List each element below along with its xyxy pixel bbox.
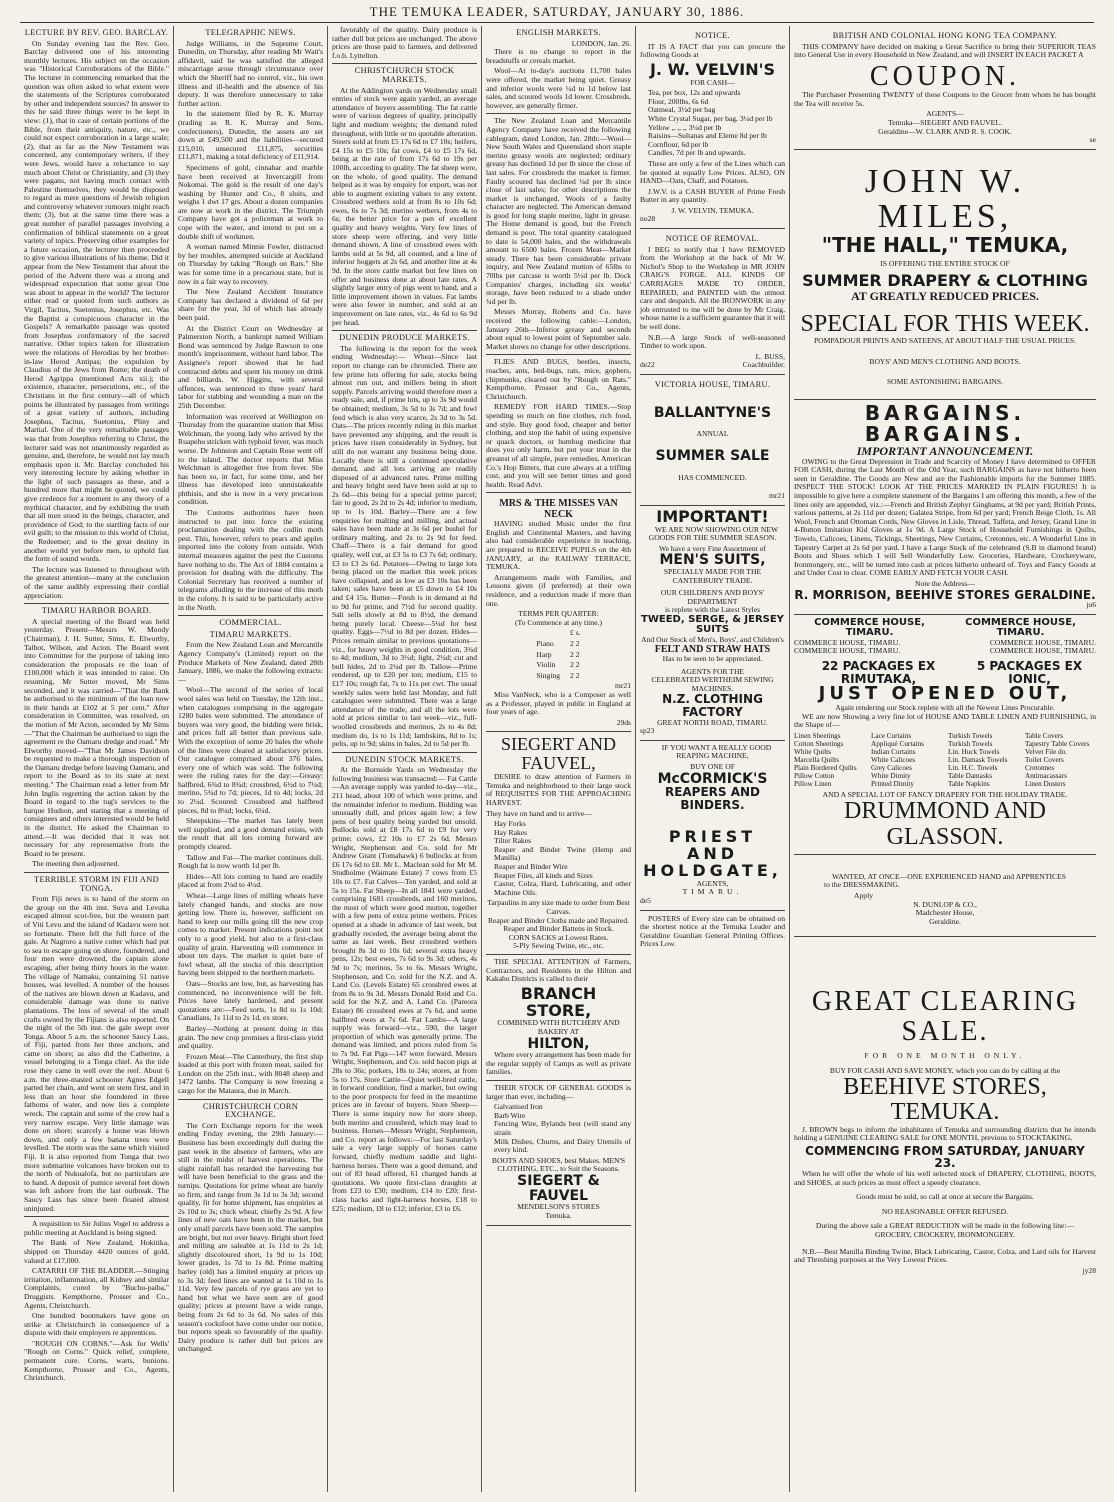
commerce-house-left: COMMERCE HOUSE, TIMARU. (814, 616, 925, 639)
telegraphic-para: Specimens of gold, cinnabar and marble have been received at Invercargill from Nokomai. The gold is the result of one day's washing by Hunter and Co., 8 sluits, and weighs 1 dwt 17 grs. About a dozen companies are now at work in the district. The Triumph Company have got a policeman at work to cope with the water, and intend to put on a double shift of workmen. (178, 162, 323, 241)
divider (486, 354, 631, 355)
packages-row (794, 660, 1096, 685)
boys-clothing-line: BOYS' AND MEN'S CLOTHING AND BOOTS. (869, 356, 1021, 366)
removal-trade: Coachbuilder. (742, 360, 785, 370)
siegert-footer: SIEGERT & FAUVEL (517, 1172, 600, 1204)
commerce-house-advert (794, 615, 1096, 855)
news-note: One hundred bootmakers have gone on strike at Christchurch in consequence of a dispute with their employers re apprentices. (24, 1311, 169, 1338)
morrison-advert (794, 400, 1096, 615)
commercial-para: Wool—The second of the series of local wool sales was held on Tuesday, the 12th inst., when catalogues comprising in the aggregate 1280 bales were submitted. The attendance of buyers was very good, the bidding were brisk, and prices full all better than previous sale. With the exception of some 20 bales the whole of the lines were cleared at satisfactory prices. Our catalogue comprised about 376 bales, every one of which was sold. The following were the ruling rates for the day:—Greasy: halfbred, 6¾d to 8¾d; crossbred, 6½d to 7¼d; merino, 5¾d to 7d; pieces, 1d to 4d; locks, 2d to 2¼d. Scoured: Crossbred and halfbred pieces, 8d to 8¼d; locks, 6¼d. (178, 685, 323, 815)
list-item: Raisins—Sultanas and Eleme 8d per lb (648, 131, 767, 141)
list-item: Milk Dishes, Churns, and Dairy Utensils of every kind. (494, 1136, 631, 1155)
fee-item: Singing (536, 670, 561, 680)
velvin-note: These are only a few of the Lines which can be quoted at equally Low Prices. ALSO, ON HAND—Oats, Chaff, and Potatoes. (640, 158, 785, 186)
van-neck-footnote: Miss VanNeck, who is a Composer as well as a Professor, played in public in England at four years of age. (486, 689, 631, 717)
fee-item: Harp (536, 649, 552, 659)
columns (20, 26, 1100, 1492)
column-5 (636, 26, 790, 1492)
agents-line: AGENTS, (696, 878, 729, 888)
fine-assortment: We have a very Fine Assortment of (659, 543, 766, 553)
linen-item: Pillow Linen (794, 779, 832, 788)
table-row (532, 640, 584, 649)
column-1 (20, 26, 174, 1492)
linen-item: Table Damasks (948, 771, 993, 780)
summer-drapery-heading: SUMMER DRAPERY & CLOTHING (802, 270, 1088, 290)
geraldine-line: Geraldine. (929, 916, 961, 926)
advert-code: mr21 (768, 491, 785, 501)
goods-sold-line: Goods must be sold, so call at once at secure the Bargains. (856, 1192, 1034, 1202)
divider (332, 63, 477, 64)
reduced-prices: AT GREATLY REDUCED PRICES. (851, 288, 1039, 303)
news-note: A requisition to Sir Julius Vogel to address a public meeting at Auckland is being signed. (24, 1219, 169, 1237)
linen-item: White Calicoes (871, 755, 916, 764)
posters-advert: POSTERS of Every size can be obtained on the shortest notice at the Temuka Leader and Geraldine Guardian General Printing Offices. Prices Low. (640, 913, 785, 949)
reaper-advert (640, 741, 785, 911)
twine-line: 5-Ply Sewing Twine, etc., etc. (513, 941, 604, 951)
corn-exchange-title: CHRISTCHURCH CORN EXCHANGE. (202, 1101, 299, 1120)
agent-geraldine: Geraldine—W. CLARK AND R. S. COOK. (878, 126, 1012, 136)
tarpaulins-line: Tarpaulins in any size made to order from Best Canvas. (487, 898, 630, 917)
coupon-body: The Purchaser Presenting TWENTY of these Coupons to the Grocer from whom he has bought the Tea will receive 5s. (794, 90, 1096, 108)
linen-item: Turkish Towels (948, 739, 993, 748)
linen-item: Lin. Huck Towels (948, 747, 1000, 756)
van-neck-body: HAVING studied Music under the first English and Continental Masters, and having also had considerable experience in teaching, are prepared to RECEIVE PUPILS on the 4th JANUARY, at the RAILWAY TERRACE, TEMUKA. (486, 519, 631, 572)
advert-code: ju6 (1086, 600, 1096, 610)
commerce-house-row (794, 647, 1096, 656)
currency-header: £ s. (570, 628, 581, 638)
removal-footer (640, 361, 785, 370)
removal-body: I BEG to notify that I have REMOVED from the Workshop at the back of Mr W. Nichol's Shop to the Workshop in MR JOHN CRAIG'S FORGE. ALL KINDS OF CARRIAGES MADE TO ORDER, REPAIRED, and PAINTED with the utmost care and despatch. All the IRONWORK in any job entrusted to me will be done by Mr Craig, whose name is a sufficient guarantee that it will be well done. (640, 244, 785, 332)
list-item: Castor, Colza, Hard, Lubricating, and other Machine Oils. (494, 879, 631, 897)
no-offer-line: NO REASONABLE OFFER REFUSED. (881, 1206, 1009, 1216)
advert-code: mr21 (614, 681, 631, 691)
linen-item: Linen Sheetings (794, 731, 841, 740)
siegert-title: SIEGERT AND FAUVEL, (500, 734, 617, 774)
list-item: White Crystal Sugar, per bag, 3¼d per lb (648, 113, 773, 123)
murray-cable: Messrs Murray, Roberts and Co. have received the following cable:—London, January 26th—Inferior greasy and seconds about equal to lowest point of September sale. Market shows no change for other descriptions. (486, 307, 631, 351)
divider (178, 1099, 323, 1100)
linen-item: Lin. H.C. Towels (948, 763, 998, 772)
list-item: Galvanised Iron (494, 1102, 543, 1112)
appreciated-line: Has to be seen to be appreciated. (662, 654, 763, 664)
divider (486, 492, 631, 493)
van-neck-advert (486, 496, 631, 732)
divider (486, 113, 631, 114)
linen-item: Toilet Covers (1025, 755, 1064, 764)
list-item: Barb Wire (494, 1110, 526, 1120)
harvest-list (486, 820, 631, 897)
siegert-intro: DESIRE to draw attention of Farmers in Temuka and neighborhood to their large stock of REQUISITES FOR THE APPROACHING HARVEST. (486, 772, 631, 807)
telegraphic-para: Information was received at Wellington on Thursday from the quarantine station that Miss Welchman, the young lady who arrived by the Ruapehu stricken with typhoid fever, was much worse. Dr Johnston and Captain Rose went off to the island. The doctor reports that Miss Welchman is altogether free from fever. She has been so, in fact, for some time, and her illness has developed into unmistakeable phthisis, and she is now in a very precarious condition. (178, 411, 323, 507)
dunedin-stock-body: At the Burnside Yards on Wednesday the following business was transacted:— Fat Cattle—An average supply was yarded to-day—viz., 211 head, about 100 of which were prime, and the remainder inferior to medium. Bidding was unusually dull, and prices again low; a few pens of best quality being yarded but unsold. Bullocks sold at £8 17s 6d to £9 for very prime; cows, £2 10s to £7 2s 6d. Messrs Wright, Stephenson and Co. sold for Mr Andrew Grant (Tomahawk) 6 bullocks at from £6 17s 6d to £8. Mr L. Maclean sold for Mr M. Studholme (Waimate Estate) 7 cows from £5 10s to £7. Fat Calves—Ten yarded, and sold at 5s to 15s. Fat Sheep—In all 1841 were yarded, comprising 1681 crossbreds, and 160 merinos, the most of which were good mutton, together with a few pens of extra prime wethers. Prices opened at a shade in advance of last week, but gradually receded, the average being about the same as last week. Best crossbred wethers brought 8s 3d to 10s 6d; several extra heavy pens, 12s; best ewes, 7s 6d to 9s 3d; others, 4s 9d to 7s; merinos, 5s to 6s. Messrs Wright, Stephenson, and Co. sold for the N.Z. and A. Land Co. (Levels Estate) 65 crossbred ewes at from 8s to 9s 3d. Messrs Donald Reid and Co. sold for the N.Z. and A. Land Co. (Pareora Estate) 86 crossbred ewes at 7s 6d, and some halfbred ewes at 7s 6d. Fat Lambs—A large supply was forward—viz., 590, the larger proportion of which was generally prime. The demand was limited, and prices ruled from 5s to 7s 9d. Fat Pigs—147 were forward. Messrs Wright, Stephenson, and Co. sold bacon pigs at 28s to 36s; porkers, 18s to 24s; stores, at from 5s to 17s. Store Cattle—Quiet well-bred cattle, in forward condition, find a market, but owing to the poor prospects for feed in the meantime prices are in favour of buyers. Store Sheep—There is some inquiry now for store sheep, both merino and crossbred, which may lead to business. Horses—Messrs Wright, Stephenson, and Co. report as follows:—For last Saturday's sale a very large supply of horses came forward, chiefly medium saddle and light-harness horses. There was a good demand, and out of 83 head offered, 61 changed hands at quotations. We quote first-class draughts at from £23 to £30; medium, £14 to £20; first-class hacks and light-harness horses, £18 to £25; medium, £8 to £12; inferior, £3 to £6. (332, 765, 477, 1213)
wertheim-line: CELEBRATED WERTHEIM SEWING MACHINES. (651, 675, 774, 693)
hilton-heading: HILTON, (527, 1035, 590, 1052)
news-note: The Bank of New Zealand, Hokitika, shipped on Thursday 4420 ounces of gold, valued at £17,000. (24, 1238, 169, 1265)
divider (486, 954, 631, 955)
timaru-line: TIMARU. (682, 887, 743, 897)
rimutaka-heading: 22 PACKAGES EX RIMUTAKA, (821, 658, 936, 686)
van-neck-title: MRS & THE MISSES VAN NECK (499, 498, 618, 520)
siegert-lead: They have on hand and to arrive— (486, 808, 592, 818)
advert-code: se (1089, 135, 1096, 145)
linen-item: Linen Dusters (1025, 779, 1066, 788)
linen-item: Grey Calicoes (871, 763, 912, 772)
new-goods-line: WE ARE NOW SHOWING OUR NEW GOODS FOR THE SUMMER SEASON. (648, 524, 779, 543)
linen-item: Cretonnes (1025, 763, 1055, 772)
notice-title: NOTICE. (695, 31, 730, 40)
important-announcement: IMPORTANT ANNOUNCEMENT. (856, 444, 1034, 459)
clothing-factory-advert (640, 506, 785, 741)
important-heading: IMPORTANT! (656, 506, 769, 526)
commerce-house-left: COMMERCE HOUSE, TIMARU. (794, 646, 901, 656)
telegraphic-para: At the District Court on Wednesday at Palmerston North, a bankrupt named William Bond was sentenced by Judge Rawson to one month's imprisonment, without hard labor. The Assignee's report showed that he had contracted debts and spent his money on drink and billiards. W. Higgins, with several offences, was sentenced to three years' hard labor for stabbing and wounding a man on the 25th December. (178, 323, 323, 410)
ballantyne-advert (640, 375, 785, 506)
agents-for: AGENTS FOR THE (680, 666, 745, 676)
table-row (532, 661, 584, 670)
telegraphic-para: Judge Williams, in the Supreme Court, Dunedin, on Thursday, after reading Mr Watt's affidavit, said he was satisfied the alleged miscarriage arose through circumstance over which the Sheriff had no control, viz., his own illness and ill-health and the absence of his deputy. It was therefore unnecessary to take further action. (178, 38, 323, 108)
removal-nb: N.B.—A large Stock of well-seasoned Timber to work upon. (640, 332, 785, 351)
has-commenced: HAS COMMENCED. (678, 472, 747, 482)
commercial-para: Barley—Nothing at present doing in this grain. The new crop promises a first-class yield and quality. (178, 1023, 323, 1051)
divider (24, 603, 169, 604)
list-item: Cornflour, 6d per lb (648, 139, 709, 149)
divider (332, 330, 477, 331)
english-para: Wool—At to-day's auctions 11,700 bales were offered, the market being quiet. Greasy and inferior wools were ¼d to 1d below last sales, and scoured wools 1d lower. Crossbreds, however, are generally firmer. (486, 66, 631, 110)
childrens-dept: OUR CHILDREN'S AND BOYS' DEPARTMENT (660, 588, 765, 606)
list-item: Oatmeal, 3½d per bag (648, 105, 716, 115)
flies-advert: FLIES AND BUGS, beetles, insects, roaches, ants, bed-bugs, rats, mice, gophers, chipmunks, cleared out by "Rough on Rats." Kempthorne, Prosser and Co., Agents, Christchurch. (486, 357, 631, 401)
morrison-name: R. MORRISON, BEEHIVE STORES GERALDINE. (794, 587, 1096, 602)
velvin-intro: IT IS A FACT that you can procure the following Goods at (640, 41, 785, 60)
stock-line: And Our Stock of Men's, Boys', and Children's (641, 634, 784, 644)
divider (486, 1080, 631, 1081)
branch-sub: COMBINED WITH BUTCHERY AND BAKERY AT (497, 1018, 620, 1036)
storm-body: From Fiji news is to hand of the storm on the group on the 4th inst. Suva and Levuka escaped almost scot-free, but the western part of Viti Levu and the island of Kadavu were not so fortunate. There fell the full force of the gale. At Nagroro a native cutter which had put to sea to escape going on shore, foundered, and four men were drowned, the captain alone escaping, after being thirty hours in the water. The village of Namaku, containing 51 native houses, was levelled. A number of the houses of the natives are blown down at Kadavu, and considerable damage was done to native plantations. The loss of several of the small crafts owned by the Fijians is also reported. On the night of the 5th inst. the gale swept over Tonga. About 5 a.m. the schooner Saucy Lass, of Fiji, parted from her three anchors, and came on shore; as also did the Catherine, a vessel belonging to a Tonga chief. As the tide rose they came in well over the reef. About 6 a.m. the three-masted schooner Agnes Edgell parted her chain, and went on stern first, and in less than an hour she foundered in three fathoms of water, and now lies a complete wreck. The captain and some of the crew had a very narrow escape. Very little damage was done on shore; scarcely a house was blown down, and only a few banana trees were levelled. The storm was the same which visited Fiji. It is also reported from Tonga that two more submarine volcanoes have broken out to the north of Nukualofa, but no particulars are to hand. A deposit of pumice several feet down was left ashore from the last outbreak. The Saucy Lass has since been floated almost uninjured. (24, 894, 169, 1213)
fee-amount: 2 2 (570, 670, 580, 680)
victoria-house: VICTORIA HOUSE, TIMARU. (654, 379, 771, 389)
news-note: CATARRH OF THE BLADDER.—Stinging irritation, inflammation, all Kidney and similar Complaints, cured by "Buchu-paiba," Druggists. Kempthorne, Prosser and Co., Agents, Christchurch. (24, 1266, 169, 1310)
linen-item: Pillow Cotton (794, 771, 835, 780)
advert-code: de22 (640, 360, 655, 370)
commercial-para: Hides—All lots coming to hand are readily placed at from 2¼d to 4¼d. (178, 871, 323, 890)
made-for-line: SPECIALLY MADE FOR THE CANTERBURY TRADE. (663, 567, 762, 585)
divider (24, 872, 169, 873)
divider (332, 752, 477, 753)
the-hall-heading: "THE HALL," TEMUKA, (821, 233, 1069, 258)
fee-amount: 2 2 (570, 660, 580, 670)
commerce-house-right: COMMERCE HOUSE, TIMARU. (965, 616, 1076, 639)
advert-code: no28 (640, 214, 656, 224)
velvin-name: J. W. VELVIN'S (649, 59, 776, 79)
linen-item: Plain Bordered Quilts (794, 763, 857, 772)
commerce-house-left: COMMERCE HOUSE, TIMARU. (794, 637, 901, 647)
astonishing-line: SOME ASTONISHING BARGAINS. (886, 377, 1004, 387)
miles-advert (794, 150, 1096, 400)
commercial-para: Wheat—Large lines of milling wheats have lately changed hands, and stocks are now getting low. There is, however, sufficient on hand to keep our mills going till the new crop comes to market. Present indications point not only to a good yield, but also to a first-class quality of grain. Harvesting will commence in about ten days. The market is quiet bare of fowl wheat, all the stocks of this description having been shipped to the northern markets. (178, 891, 323, 978)
madchester-line: Madchester House, (915, 908, 975, 918)
dunedin-produce-title: DUNEDIN PRODUCE MARKETS. (339, 333, 470, 343)
cloths-line: Reaper and Binder Cloths made and Repaired. (487, 915, 630, 925)
commerce-house-right: COMMERCE HOUSE, TIMARU. (989, 637, 1096, 647)
advert-code: jy28 (1082, 1265, 1096, 1275)
linen-item: Cotton Sheetings (794, 739, 844, 748)
advert-code: 29ds (616, 717, 631, 727)
siegert-footer-sub: MENDELSON'S STORES (517, 1202, 600, 1212)
nz-clothing-heading: N.Z. CLOTHING FACTORY (662, 692, 763, 720)
list-item: Fencing Wire, Bylands best (will stand any strain (494, 1119, 631, 1137)
mens-suits-heading: MEN'S SUITS, (659, 552, 766, 569)
north-road-line: GREAT NORTH ROAD, TIMARU. (657, 717, 768, 727)
harbour-body: A special meeting of the Board was held yesterday. Present—Messrs W. Moody (Chairman), J. H. Sutter, Sims, E. Elworthy, Talbot, Wilson, and Acton. The Board went into Committee for the purpose of taking into consideration the proposals re the loan of £100,000 which it was intended to raise. On resuming, Mr Sutter moved, Mr Sims seconded, and it was carried—"That the Bank be authorised to the minimum of the loan now in their hands at £102 at 5 per cent." After consideration in Committee, was resolved, on the motion of Mr Acton, seconded by Mr Sims—"That the Chairman be authorised to sign the agreement re the Oamaru dredge and road." Mr Elworthy moved—"That Mr James Davidson be requested to make a thorough inspection of the Oamaru dredge before leaving Oamaru, and report to the Board as to its state at next meeting." The Chairman read a letter from Mr John Inglis regretting the action taken by the Board in regard to the tug's services to the barque Hudson, and stating that a meeting of consignees and others interested would be held in the district. He asked the Chairman to attend.—It was decided that it was not necessary for any representative from the Board to be present. (24, 616, 169, 858)
telegraphic-title: TELEGRAPHIC NEWS. (205, 28, 296, 37)
branch-store-heading: BRANCH STORE, (520, 983, 597, 1020)
storm-title: TERRIBLE STORM IN FIJI AND TONGA. (34, 875, 159, 893)
dunedin-stock-title: DUNEDIN STOCK MARKETS. (345, 754, 464, 764)
priest-holdgate-heading: PRIEST AND HOLDGATE, (643, 827, 782, 881)
removal-title: NOTICE OF REMOVAL. (665, 234, 760, 244)
telegraphic-para: A woman named Minnie Fowler, distracted by her troubles, attempted suicide at Auckland on Thursday by taking "Rough on Rats." She was for some time in a precarious state, but is now in a fair way to recovery. (178, 242, 323, 286)
dunlop-advert (794, 855, 1096, 938)
stock-intro: THEIR STOCK OF GENERAL GOODS is larger than ever, including— (486, 1083, 631, 1101)
commerce-house-right: COMMERCE HOUSE, TIMARU. (989, 646, 1096, 656)
coupon-advert (794, 26, 1096, 150)
harbour-body-2: The meeting then adjourned. (32, 859, 120, 869)
telegraphic-para: In the statement filed by R. K. Murray (trading as R. K. Murray and Sons, confectioners), Dunedin, the assets are set down at £49,500 and the liabilities—secured £15,010, unsecured £11,875, securities £11,871, making a total deficiency of £11,914. (178, 109, 323, 162)
list-item: Hay Rakes (494, 827, 528, 837)
telegraphic-para: The Customs authorities have been instructed to put into force the existing proclamation dealing with the codlin moth pest. This, however, refers to pears and apples imported into the colony from outside. With internal measures against the pest the Customs have nothing to do. The Act of 1884 contains a provision for dealing with the difficulty. The Colonial Secretary has received a number of telegrams alluding to the increase of this moth in the colony. It is said to be particularly active in the North. (178, 508, 323, 612)
boots-line: BOOTS AND SHOES, best Makes. MEN'S CLOTHING, ETC., to Suit the Seasons. (491, 1155, 626, 1174)
list-item: Flour, 200lbs, 6s 6d (648, 96, 709, 106)
list-item: Reaper and Binder Wire (494, 862, 568, 872)
showing-line: WE are now Showing a very fine lot of HOUSE AND TABLE LINEN AND FURNISHING, in the Shape of— (794, 711, 1096, 730)
branch-intro: THE SPECIAL ATTENTION of Farmers, Contractors, and Residents in the Hilton and Kakahu Districts is called to their (486, 957, 631, 984)
commerce-house-row (794, 618, 1096, 639)
dunlop-name: N. DUNLOP & CO., (913, 899, 977, 909)
mccormick-heading: McCORMICK'S (657, 770, 768, 787)
when-he-line: When he will offer the whole of his well selected stock of DRAPERY, CLOTHING, BOOTS, and SHOES, at such prices as must effect a speedy clearance. (794, 1169, 1096, 1187)
one-month-line: FOR ONE MONTH ONLY. (864, 1051, 1026, 1061)
grocery-line: GROCERY, CROCKERY, IRONMONGERY. (875, 1230, 1015, 1240)
tweed-heading: TWEED, SERGE, & JERSEY SUITS (641, 613, 784, 636)
summer-sale-heading: SUMMER SALE (655, 447, 770, 464)
commencing-heading: COMMENCING FROM SATURDAY, JANUARY 23. (805, 1143, 1085, 1171)
note-address: Note the Address— (915, 578, 975, 588)
linen-item: Lin. Damask Towels (948, 755, 1008, 764)
miles-name: JOHN W. MILES, (864, 162, 1026, 236)
linen-item: White Dimity (871, 771, 911, 780)
velvin-for-cash: FOR CASH— (690, 77, 735, 87)
annual-label: ANNUAL (696, 429, 729, 439)
felt-hats-heading: FELT AND STRAW HATS (654, 643, 771, 655)
commercial-para: Tallow and Fat—The market continues dull. Rough fat is now worth 1d per lb. (178, 852, 323, 871)
beehive-advert (794, 937, 1096, 1275)
column-4 (482, 26, 636, 1492)
linen-item: Antimacassars (1025, 771, 1067, 780)
corn-exchange-body: The Corn Exchange reports for the week ending Friday evening, the 29th January:— Business has been exceedingly dull during the past week in the absence of farmers, who are still in the midst of harvest operations. The slight rainfall has retarded the harvesting but will have been beneficial to the grass and the turnips. Quotations for prime wheat are barely so firm, and range from 3s 1d to 3s 3d; second quality, fit for home shipment, has enquiries at 2s 10d to 3s; chick wheat, chiefly 2s 9d. A few lines of new oats have been in the market, but only small parcels have been sold. The samples are bright, but not over heavy. Bright short feed and milling are saleable at 1s 11d to 2s 1d; slightly discoloured short, 1s 9d to 1s 10d; lower grades, 1s 7d to 1s 8d. Prime malting barley (old) has a limited enquiry at prices up to 3s 3d; feed lines are wanted at 1s 10d to 1s 11d. Very few parcels of rye grass are yet to hand but what we have seen are of good quality; prices at present have a wide range, being from 2s 6d to 3s 6d. No sales of this season's cocksfoot have come under our notice, but reports speak so favourably of the quality. Dairy produce is rather dull but prices are unchanged. (178, 1120, 323, 1354)
english-para: There is no change to report in the breadstuffs or cereals market. (486, 47, 631, 65)
coupon-intro: THIS COMPANY have decided on making a Great Sacrifice to bring their SUPERIOR TEAS into General Use in every Household in New Zealand, and will INSERT IN EACH PACKET A (794, 41, 1096, 60)
beehive-heading: BEEHIVE STORES, TEMUKA. (843, 1074, 1047, 1126)
list-item: Reaper and Binder Twine (Hemp and Manilla) (494, 844, 631, 863)
fees-table (530, 627, 586, 682)
branch-body: Where every arrangement has been made for the regular supply of Camps as well as private families. (486, 1050, 631, 1077)
column-3 (328, 26, 482, 1492)
table-row (532, 629, 584, 638)
lecture-title: LECTURE BY REV. GEO. BARCLAY. (24, 28, 169, 37)
fee-item: Violin (536, 660, 556, 670)
agents-label: AGENTS— (926, 109, 964, 119)
english-dateline: LONDON, Jan. 26. (571, 38, 631, 48)
buy-one-line: BUY ONE OF (690, 762, 735, 771)
linen-item: Table Napkins (948, 779, 990, 788)
linen-item: Marcella Quilts (794, 755, 839, 764)
again-line: Again rendering our Stock replete with all the Newest Lines Procurable. (835, 703, 1055, 713)
velvin-buyer: J.W.V. is a CASH BUYER of Prime Fresh Butter in any quantity. (640, 186, 785, 205)
chch-stock-body: At the Addington yards on Wednesday small entries of stock were again yarded, an average attendance of buyers assembling. The fat cattle were of various degrees of quality, principally light and medium weights; the demand ruled throughout, with little or no quotable alteration. Steers sold at from £5 17s 6d to £7 10s; heifers, £4 15s to £5 10s; fat cows, £4 to £5 17s 6d, being at the rate of from 17s 6d to 19s per 100lb, according to quality. The fat sheep were, on the whole, of good quality. The demand helped as it was by enquiry for export, was not able to augment existing values to any extent. Crossbred wethers sold at from 8s to 10s 6d; ewes, 6s to 7s 3d; merino wethers, from 4s to 6s; the better price for a pen of excellent quality and heavy weights. Very few lines of store sheep were offering, and very little demand shown. A line of crossbred ewes with lambs sold at 5s 9d, all counted, and a line of inferior hoggets at 2s 6d, and another line at 4s 9d. In the store cattle market but few lines on offer and business done at about late rates. A slightly larger entry of pigs went to hand, and a little improvement shown in values. Fat lambs were also fewer in number, and sold at an improvement on late rates, viz., 4s 6d to 6s 9d per head. (332, 85, 477, 327)
fee-amount: 2 2 (570, 639, 580, 648)
van-neck-body-2: Arrangements made with Families, and Lessons given (if preferred) at their own residence, and a reduction made if more than one. (486, 572, 631, 608)
velvin-list (640, 89, 785, 158)
linen-item: Lace Curtains (871, 731, 912, 740)
coupon-heading: COUPON. (869, 60, 1021, 92)
agent-temuka: Temuka—SIEGERT AND FAUVEL. (888, 117, 1002, 127)
brown-body: J. BROWN begs to inform the inhabitants of Temuka and surrounding districts that he intends holding a GENUINE CLEARING SALE for ONE MONTH, previous to STOCKTAKING, (794, 1124, 1096, 1143)
commercial-title: COMMERCIAL. (219, 618, 282, 628)
list-item: Hay Forks (494, 819, 526, 829)
column-6 (790, 26, 1100, 1492)
corn-sacks-line: CORN SACKS at Lowest Rates. (508, 932, 609, 942)
linen-item: Indian Curtains (871, 747, 916, 756)
commercial-para: Sheepskins—The market has lately been well supplied, and a good demand exists, with the result that all lots coming forward are promptly cleared. (178, 816, 323, 852)
linen-grid (794, 732, 1096, 788)
buy-cash-line: BUY FOR CASH AND SAVE MONEY, which you can do by calling at the (829, 1065, 1061, 1075)
list-item: Yellow ,, ,, ,, 3¼d per lb (648, 122, 722, 132)
reaping-intro: IF YOU WANT A REALLY GOOD REAPING MACHINE, (661, 742, 772, 761)
hard-times-advert: REMEDY FOR HARD TIMES.—Stop spending so much on fine clothes, rich food, and style. Buy good food, cheaper and better clothing, and stop the habit of using expensive or quack doctors, or humbug medicine that does you only harm, but put your trust in the greatest of all simple, pure remedies, American Co.'s Hop Bitters, that cure always at a trifling cost, and you will see better times and good health. Read Advt. (486, 402, 631, 489)
removal-signature: L. BUSS, (755, 351, 785, 361)
linen-item: Tapestry Table Covers (1025, 739, 1090, 748)
terms-heading: TERMS PER QUARTER: (518, 609, 599, 619)
list-item: Reaper Files, all kinds and Sizes (494, 870, 593, 880)
nb-line: N.B.—Best Manilla Binding Twine, Black Lubricating, Castor, Colza, and Lard oils for Harvest and Threshing purposes at the Very Lowest Prices. (794, 1246, 1096, 1265)
special-lot-line: AND A SPECIAL LOT OF FANCY DRAPERY FOR THE HOLIDAY TRADE. (822, 789, 1068, 799)
stock-list (486, 1103, 631, 1155)
continued-text: favorably of the quality. Dairy produce is rather dull but prices are unchanged. The above prices are those paid to farmers, and delivered f.o.b. Lyttelton. (332, 26, 477, 60)
lecture-body-2: The lecture was listened to throughout with the greatest attention—many at the conclusion of the same audibly expressing their cordial appreciation. (24, 564, 169, 600)
replete-line: is replete with the Latest Styles (664, 605, 761, 615)
drummond-glasson-heading: DRUMMOND AND GLASSON. (843, 798, 1047, 850)
battens-line: Reaper and Binder Battens in Stock. (503, 924, 614, 934)
tea-company-header: BRITISH AND COLONIAL HONG KONG TEA COMPANY. (832, 31, 1058, 40)
news-note: "ROUGH ON CORNS."—Ask for Wells' "Rough on Corns." Quick relief, complete, permanent cure. Corns, warts, bunions. Kempthorne, Prosser and Co., Agents, Christchurch. (24, 1338, 169, 1383)
velvin-signature: J. W. VELVIN, TEMUKA. (671, 205, 754, 215)
during-line: During the above sale a GREAT REDUCTION will be made in the following line:— (815, 1221, 1075, 1231)
wanted-line: WANTED, AT ONCE—ONE EXPERIENCED HAND and APPRENTICES to the DRESSMAKING. (824, 871, 1066, 890)
table-row (532, 651, 584, 660)
column-2 (174, 26, 328, 1492)
linen-item: Printed Dimity (871, 779, 914, 788)
chch-stock-title: CHRISTCHURCH STOCK MARKETS. (354, 66, 455, 84)
apply-line: Apply (854, 890, 873, 900)
nz-loan-cable: The New Zealand Loan and Mercantile Agency Company have received the following cablegram, dated London, Jan. 28th:—Wool—New South Wales and Queensland short staple merino greasy wools are neglected; ordinary greasy has declined 1d per lb since the close of last sales. For crossbreds the market is firmer. Faulty scoured has declined ¼d per lb since close of last sales; for other descriptions the market is unchanged. Wools of a faulty character are neglected. The American demand is good for long staple merino, light in grease. The Home demand is good, but the French demand is poor. The total quantity catalogued to date is 54,000 bales, and the withdrawals amount to 6500 bales. Frozen Meat—Market steady. There has been considerable private inquiry, and New Zealand mutton of 65lbs to 70lbs per carcase is worth 5½d per lb. Dock Companies' charges, including six weeks' storage, have been reduced to a shade under ¾d per lb. (486, 116, 631, 306)
lecture-body: On Sunday evening last the Rev. Geo. Barclay delivered one of his interesting monthly lectures. His subject on the occasion was "Historical Corroborations of the Bible." The lecturer in commencing remarked that the question was often asked to what extent were the statements of the Scriptures corroborated by other and independent sources? In answer to this he said three things were to be kept in view: (1), that in case of certain portions of the Bible, from their antiquity, nature, etc., we could not expect corroboration in a large scale; (2), that as far as the New Testament was concerned, any contemporary writers, if they were Jews, would have a reluctance to say much about Christ or Christianity, and (3) they were pagans, not having much contact with Palestine themselves, they would be disposed to regard as mere questions of Jewish religion and controversy whatever rumours might reach them; (3), but at the same time there was a great number of parallel passages involving a confirmation of biblical statements on a great variety of topics. Preserving other examples for a future occasion, the lecturer then proceeded to give various illustrations of his theme. Did it appear from the New Testament that about the period of the Advent there was a strong and widespread expectation that some great One was about to appear in the world? The lecturer either read or quoted from such authors as Virgil, Tacitus, Suetonius, Josephus, etc. Was the Baptist a conspicuous character in the Gospels? A remarkable passage was quoted from Josephus confirmatory of the sacred narrative. Other topics taken for illustration were the relations of Herodias by her brother-in-law Herod Antipas; the expulsion by Claudius of the Jews from Rome; the death of Herod Agrippa (mentioned Acts xii.); the existence, character, persecutions, etc., of the Christians in the first century—all of which points he illustrated by passages from writings of a great variety of authors, including Josephus, Tacitus, Suetonius, Pliny and Martial. One of the very remarkable passages was that from Josephus referring to Christ, the lecturer said was not unanimously regarded as genuine, and, therefore, he would not lay much emphasis upon it. Mr. Barclay concluded his very interesting lecture by asking whether in the light of such passages as these, and a hundred more that might be quoted, we could give credence for a moment to any theory of a mythical character, and by exhibiting the truth that all men stood in the beings, character, and providence of God; to the startling facts of our evil guilt; to the mission to this world of Christ, the Redeemer; and to the great destiny in another world yet before men, to uphold fast the form of sound words. (24, 38, 169, 564)
terms-sub: (To Commence at any time.) (515, 617, 602, 627)
advert-code: de5 (640, 896, 651, 906)
list-item: Tilter Rakes (494, 836, 532, 846)
commercial-para: Frozen Meat—The Canterbury, the first ship loaded at this port with frozen meat, sailed for London on the 25th inst., with 8048 sheep and 1472 lambs. The Company is now freezing a cargo for the Mataura, due in March. (178, 1051, 323, 1096)
offering-line: IS OFFERING THE ENTIRE STOCK OF (880, 259, 1010, 269)
divider (178, 615, 323, 616)
masthead: THE TEMUKA LEADER, SATURDAY, JANUARY 30, 1886. (20, 4, 1094, 23)
commercial-para: Oats—Stocks are low, but, as harvesting has commenced, no inconvenience will be felt. Prices have lately hardened, and present quotations are:—Feed sorts, 1s 8d to 1s 10d; Canadians, 1s 11d to 2s 1d, ex store. (178, 978, 323, 1023)
siegert-footer-town: Temuka. (545, 1210, 572, 1220)
morrison-body: OWING to the Great Depression in Trade and Scarcity of Money I have determined to OFFER FOR CASH, during the Last Month of the Old Year, such BARGAINS as have not hitherto been seen in Geraldine. The Goods are New and are the Fashionable imports for the Summer 1885. INSPECT THE STOCK! LOOK AT THE PRICES MARKED IN PLAIN FIGURES! It is impossible to give here a complete statement of the Bargains I am offering this month, a few of the lines only are appended, viz.:—French and British Zephyr Ginghams, at 9d per yard; British Prints, various patterns, at 2s 11d per dozen; Galatea Stripe, from 6d per yard; French Beige Cloth, 1s. All Wool, French and Ottoman Cords, New Gloves in Lisle, Thread, Taffeta, and Jersey, Grand Line in 4-Button Imitation Kid Gloves at 1s 9d. A Large Stock of Household Furnishings in Quilts, Towels, Calicoes, Linens, Tickings, Sheetings, New Curtains, Cretonnes, etc. A Wonderful Line in Tapestry Carpet at 2s 6d per yard. I have a Large Stock of the celebrated (S.B in diamond brand) Boots and Shoes which I will Sell Wonderfully Low. Groceries, Hardware, Crockeryware, Ironmongery, etc., will be turned into cash at prices hitherto unheard of. Toys and Fancy Goods at and Under Cost to clear. COME EARLY AND FETCH YOUR CASH. (794, 456, 1097, 578)
just-opened-heading: JUST OPENED OUT, (818, 683, 1072, 705)
fee-item: Piano (536, 639, 554, 648)
ballantyne-name: BALLANTYNE'S (653, 404, 772, 421)
fee-amount: 2 2 (570, 649, 580, 659)
siegert-fauvel-advert (486, 732, 631, 1225)
harbour-title: TIMARU HARBOR BOARD. (41, 606, 152, 616)
velvin-advert (640, 26, 785, 229)
reapers-heading: REAPERS AND BINDERS. (664, 785, 761, 812)
linen-item: Table Covers (1025, 731, 1064, 740)
linen-item: Turkish Towels (948, 731, 993, 740)
table-row (532, 672, 584, 681)
divider (24, 1216, 169, 1217)
removal-advert (640, 229, 785, 375)
bargains-heading: BARGAINS. BARGAINS. (864, 401, 1026, 447)
linen-item: Velvet File do. (1025, 747, 1068, 756)
dunedin-produce-body: The following is the report for the week ending Wednesday:— Wheat—Since last report no change can be chronicled. There are few prime lots offering for sale, stocks being almost run out, and millers being in short supply. Parcels arriving would therefore meet a ready sale, and, if prime lots, up to 3s 9d would be obtained; medium, 3s 5d to 3s 7d; and fowl feed which is also very scarce, 2s 3d to 3s 5d. Oats—The prices recently ruling in this market have prevented any shipping, and the result is prices have risen considerably in Sydney, but still do not warrant any business being done. Locally there is still a continued speculative demand, and all lots arriving are readily disposed of at advanced rates. Prime milling and heavy bright seed have been sold at up to 2s 6d—this being for a special prime parcel; fair to good, 2s 2d to 2s 4d; inferior to medium, up to 1s 10d. Barley—There are a few enquiries for malting and milling, and actual sales have been made at 3s 6d per bushel for ordinary malting, and 2s to 2s 9d for feed. Chaff—There is a fair demand for good quality, well cut, at £3 5s to £3 7s 6d; ordinary, £3 to £3 2s 6d. Potatoes—Owing to large lots being placed on the market this week prices have collapsed, and as low as £3 10s has been taken; sales have been at £5 down to £4 10s and £4 15s. Butter—Fresh is in demand at 8d to 9d for prime, and 7½d for second quality. Salt sells slowly at 8d to 8½d, the demand being purely local. Cheese—5¼d for best quality. Eggs—7½d to 8d per dozen. Hides—Prices remain similar to previous quotations—viz., for heavy weights in good condition, 3¾d to 4d; medium, 3d to 3½d; light, 2¼d; cut and bull hides, 2d to 2¼d per lb. Tallow—Prime rendered, up to £20 per ton; medium, £15 to £17 10s; rough fat, 7s to 11s per cwt. The usual weekly sales were held last Monday, and full catalogues were submitted. There was a large attendance of the trade, and all the lots were sold at prices similar to last week—viz., full-woolled crossbreds and merinos, 2s to 4s 8d; medium do, 1s to 1s 11d; lambskins, 8d to 1s; pelts, up to 9d; skins in bales, 2d to 5d per lb. (332, 343, 477, 749)
list-item: Candles, 7d per lb and upwards. (648, 148, 746, 158)
list-item: Tea, per box, 12s and upwards (648, 88, 741, 98)
special-week-heading: SPECIAL FOR THIS WEEK. (800, 311, 1090, 338)
english-markets-title: ENGLISH MARKETS. (516, 28, 601, 37)
commercial-para: From the New Zealand Loan and Mercantile Agency Company's (Limited) report on the Produce Markets of New Zealand, dated 28th January, 1886, we make the following extracts:— (178, 640, 323, 684)
telegraphic-para: The New Zealand Accident Insurance Company has declared a dividend of 6d per share for the year, 3d of which has already been paid. (178, 287, 323, 322)
advert-code: sp23 (640, 726, 655, 736)
linen-item: Appliqué Curtains (871, 739, 924, 748)
linen-item: White Quilts (794, 747, 831, 756)
timaru-markets-title: TIMARU MARKETS. (209, 629, 292, 639)
pompadour-line: POMPADOUR PRINTS AND SATEENS, AT ABOUT HALF THE USUAL PRICES. (813, 336, 1077, 346)
ionic-heading: 5 PACKAGES EX IONIC, (976, 658, 1083, 686)
clearing-sale-heading: GREAT CLEARING SALE. (811, 986, 1079, 1047)
